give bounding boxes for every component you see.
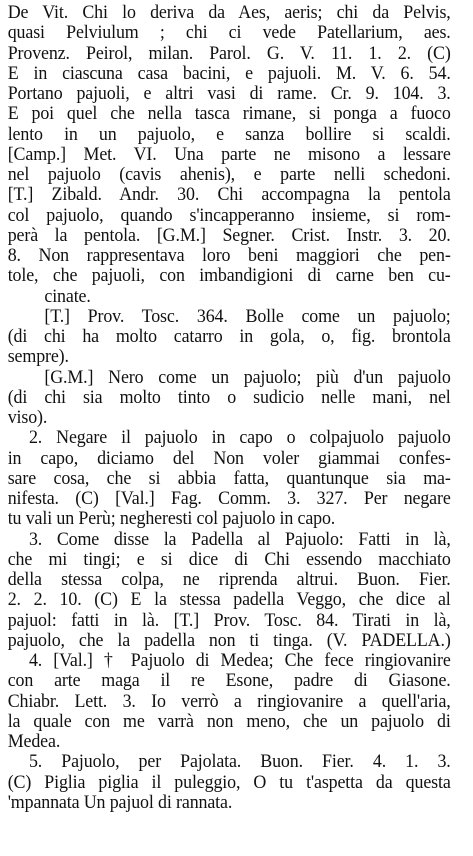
text-line: pajuolo, che la padella non ti tinga. (V. PADELLA.) bbox=[7, 630, 451, 651]
text-line: viso). bbox=[7, 408, 48, 428]
text-line: [T.] Zibald. Andr. 30. Chi accompagna la pentola bbox=[7, 185, 451, 206]
text-line: (di chi sia molto tinto o sudicio nelle mani, nel bbox=[7, 387, 451, 408]
text-line: la quale con me varrà non meno, che un pajuolo di bbox=[7, 711, 451, 732]
text-line: Chiabr. Lett. 3. Io verrò a ringiovanire a quell'aria, bbox=[7, 691, 451, 712]
text-line: 4. [Val.] † Pajuolo di Medea; Che fece ringiovanire bbox=[28, 651, 451, 671]
text-line: col pajuolo, quando s'incapperanno insieme, si rom- bbox=[7, 205, 451, 226]
text-line: De Vit. Chi lo deriva da Aes, aeris; chi da Pelvis, bbox=[7, 3, 451, 23]
text-line: [Camp.] Met. VI. Una parte ne misono a lessare bbox=[7, 144, 451, 165]
text-line: sempre). bbox=[7, 347, 69, 368]
text-line: (di chi ha molto catarro in gola, o, fig. brontola bbox=[7, 327, 451, 347]
text-line: 8. Non rappresentava loro beni maggiori che pen- bbox=[7, 246, 451, 266]
text-line: 'mpannata Un pajuol di rannata. bbox=[7, 792, 233, 813]
text-line: sare cosa, che si abbia fatta, quantunque sia ma- bbox=[7, 468, 451, 489]
text-line: 5. Pajuolo, per Pajolata. Buon. Fier. 4. 1. 3. bbox=[28, 752, 451, 773]
text-line: 2. Negare il pajuolo in capo o colpajuolo pajuolo bbox=[28, 428, 451, 449]
text-line: tu vali un Perù; negheresti col pajuolo in capo. bbox=[7, 509, 336, 530]
text-line: quasi Pelviulum ; chi ci vede Patellarium, aes. bbox=[7, 23, 451, 44]
text-line: lento in un pajuolo, e sanza bollire si scaldi. bbox=[7, 124, 451, 145]
text-line: che mi tingi; e si dice di Chi essendo macchiato bbox=[7, 549, 451, 570]
text-line: con arte maga il re Esone, padre di Giasone. bbox=[7, 671, 451, 692]
text-line: 3. Come disse la Padella al Pajuolo: Fatti in là, bbox=[28, 529, 451, 550]
text-line: [G.M.] Nero come un pajuolo; più d'un pajuolo bbox=[44, 367, 451, 388]
text-line: Medea. bbox=[7, 732, 61, 752]
text-line: nel pajuolo (cavis ahenis), e parte nelli schedoni. bbox=[7, 165, 451, 185]
text-line: nifesta. (C) [Val.] Fag. Comm. 3. 327. Per negare bbox=[7, 489, 451, 509]
text-line: (C) Piglia piglia il puleggio, O tu t'aspetta da questa bbox=[7, 772, 451, 793]
text-line: pajuol: fatti in là. [T.] Prov. Tosc. 84. Tirati in là, bbox=[7, 610, 451, 631]
text-line: E in ciascuna casa bacini, e pajuoli. M. V. 6. 54. bbox=[7, 63, 451, 84]
text-line: in capo, diciamo del Non voler giammai confes- bbox=[7, 448, 451, 469]
text-line: 2. 2. 10. (C) E la stessa padella Veggo, che dice al bbox=[7, 590, 451, 611]
text-line: perà la pentola. [G.M.] Segner. Crist. Instr. 3. 20. bbox=[7, 225, 451, 246]
text-line: cinate. bbox=[44, 286, 91, 307]
text-line: Provenz. Peirol, milan. Parol. G. V. 11. 1. 2. (C) bbox=[7, 43, 451, 64]
text-line: della stessa colpa, ne riprenda altrui. Buon. Fier. bbox=[7, 570, 451, 590]
text-line: E poi quel che nella tasca rimane, si ponga a fuoco bbox=[7, 104, 451, 125]
text-line: Portano pajuoli, e altri vasi di rame. Cr. 9. 104. 3. bbox=[7, 84, 451, 104]
text-line: tole, che pajuoli, con imbandigioni di carne ben cu- bbox=[7, 266, 451, 287]
text-line: [T.] Prov. Tosc. 364. Bolle come un pajuolo; bbox=[44, 306, 451, 327]
